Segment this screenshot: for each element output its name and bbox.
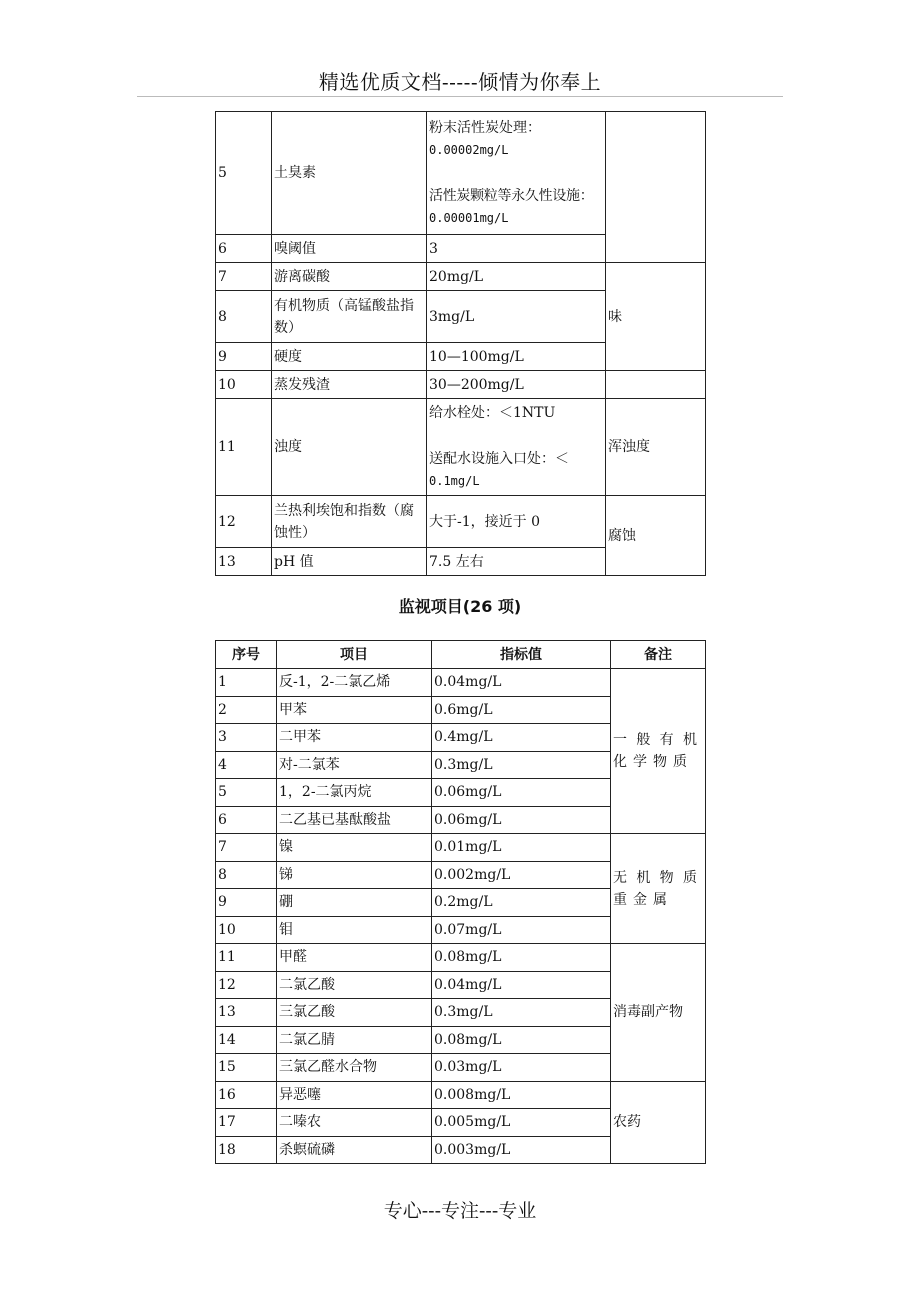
item-name: 二氯乙酸 bbox=[277, 971, 432, 999]
group-note: 无机物质重金属 bbox=[611, 834, 706, 944]
row-number: 13 bbox=[216, 999, 277, 1027]
item-name: 有机物质（高锰酸盐指数） bbox=[272, 291, 427, 343]
value-line: 0.00001mg/L bbox=[429, 211, 509, 225]
item-name: 镍 bbox=[277, 834, 432, 862]
item-name: 1，2-二氯丙烷 bbox=[277, 779, 432, 807]
table-header-row bbox=[216, 641, 706, 669]
item-name: 浊度 bbox=[272, 399, 427, 496]
item-name: 二嗪农 bbox=[277, 1109, 432, 1137]
item-value: 3 bbox=[427, 235, 606, 263]
row-number: 17 bbox=[216, 1109, 277, 1137]
row-number: 1 bbox=[216, 669, 277, 697]
note-cell: 腐蚀 bbox=[606, 496, 706, 576]
item-value: 30—200mg/L bbox=[427, 371, 606, 399]
row-number: 11 bbox=[216, 944, 277, 972]
item-value: 0.06mg/L bbox=[432, 779, 611, 807]
table-row bbox=[216, 496, 706, 548]
item-value: 0.008mg/L bbox=[432, 1081, 611, 1109]
row-number: 14 bbox=[216, 1026, 277, 1054]
item-name: 甲苯 bbox=[277, 696, 432, 724]
row-number: 8 bbox=[216, 861, 277, 889]
item-value: 0.6mg/L bbox=[432, 696, 611, 724]
row-number: 3 bbox=[216, 724, 277, 752]
value-line: 0.00002mg/L bbox=[429, 143, 509, 157]
item-value: 10—100mg/L bbox=[427, 343, 606, 371]
standards-table-continued bbox=[215, 111, 706, 576]
row-number: 6 bbox=[216, 806, 277, 834]
group-note: 一般有机化学物质 bbox=[611, 669, 706, 834]
table-row bbox=[216, 399, 706, 496]
item-name: pH 值 bbox=[272, 548, 427, 576]
line-gap bbox=[429, 424, 603, 448]
table-row bbox=[216, 1081, 706, 1109]
value-line: 活性炭颗粒等永久性设施： bbox=[429, 188, 594, 204]
item-value: 0.005mg/L bbox=[432, 1109, 611, 1137]
row-number: 2 bbox=[216, 696, 277, 724]
value-line: 0.1mg/L bbox=[429, 474, 480, 488]
column-header-value: 指标值 bbox=[432, 641, 611, 669]
row-number: 13 bbox=[216, 548, 272, 576]
row-number: 9 bbox=[216, 343, 272, 371]
row-number: 6 bbox=[216, 235, 272, 263]
row-number: 10 bbox=[216, 916, 277, 944]
item-name: 二氯乙腈 bbox=[277, 1026, 432, 1054]
item-value: 大于-1，接近于 0 bbox=[427, 496, 606, 548]
item-value bbox=[427, 399, 606, 496]
item-value: 0.2mg/L bbox=[432, 889, 611, 917]
item-name: 锑 bbox=[277, 861, 432, 889]
item-value: 3mg/L bbox=[427, 291, 606, 343]
column-header-item: 项目 bbox=[277, 641, 432, 669]
item-value: 20mg/L bbox=[427, 263, 606, 291]
value-line: 给水栓处：＜1NTU bbox=[429, 405, 556, 421]
item-value: 7.5 左右 bbox=[427, 548, 606, 576]
item-name: 甲醛 bbox=[277, 944, 432, 972]
value-line: 送配水设施入口处：＜ bbox=[429, 451, 569, 467]
row-number: 10 bbox=[216, 371, 272, 399]
row-number: 9 bbox=[216, 889, 277, 917]
item-name: 三氯乙醛水合物 bbox=[277, 1054, 432, 1082]
item-name: 兰热利埃饱和指数（腐蚀性） bbox=[272, 496, 427, 548]
row-number: 5 bbox=[216, 779, 277, 807]
item-value bbox=[427, 112, 606, 235]
item-value: 0.08mg/L bbox=[432, 1026, 611, 1054]
group-note: 消毒副产物 bbox=[611, 944, 706, 1082]
item-name: 对-二氯苯 bbox=[277, 751, 432, 779]
item-value: 0.003mg/L bbox=[432, 1136, 611, 1164]
row-number: 15 bbox=[216, 1054, 277, 1082]
row-number: 7 bbox=[216, 834, 277, 862]
item-value: 0.08mg/L bbox=[432, 944, 611, 972]
header-divider bbox=[137, 96, 783, 97]
column-header-number: 序号 bbox=[216, 641, 277, 669]
item-name: 三氯乙酸 bbox=[277, 999, 432, 1027]
row-number: 5 bbox=[216, 112, 272, 235]
row-number: 7 bbox=[216, 263, 272, 291]
table-row bbox=[216, 669, 706, 697]
item-name: 反-1，2-二氯乙烯 bbox=[277, 669, 432, 697]
row-number: 12 bbox=[216, 971, 277, 999]
row-number: 16 bbox=[216, 1081, 277, 1109]
item-value: 0.07mg/L bbox=[432, 916, 611, 944]
row-number: 11 bbox=[216, 399, 272, 496]
table-row bbox=[216, 263, 706, 291]
monitoring-items-table bbox=[215, 640, 706, 1164]
row-number: 18 bbox=[216, 1136, 277, 1164]
row-number: 4 bbox=[216, 751, 277, 779]
item-value: 0.3mg/L bbox=[432, 751, 611, 779]
item-name: 硬度 bbox=[272, 343, 427, 371]
column-header-note: 备注 bbox=[611, 641, 706, 669]
item-value: 0.04mg/L bbox=[432, 669, 611, 697]
item-name: 游离碳酸 bbox=[272, 263, 427, 291]
item-name: 异恶噻 bbox=[277, 1081, 432, 1109]
item-name: 二甲苯 bbox=[277, 724, 432, 752]
item-value: 0.01mg/L bbox=[432, 834, 611, 862]
page-header-title: 精选优质文档-----倾情为你奉上 bbox=[318, 70, 602, 94]
table-row bbox=[216, 371, 706, 399]
row-number: 8 bbox=[216, 291, 272, 343]
table-row bbox=[216, 112, 706, 235]
item-value: 0.4mg/L bbox=[432, 724, 611, 752]
row-number: 12 bbox=[216, 496, 272, 548]
item-value: 0.04mg/L bbox=[432, 971, 611, 999]
item-name: 钼 bbox=[277, 916, 432, 944]
note-cell-empty bbox=[606, 112, 706, 263]
item-name: 土臭素 bbox=[272, 112, 427, 235]
item-name: 硼 bbox=[277, 889, 432, 917]
item-name: 蒸发残渣 bbox=[272, 371, 427, 399]
item-value: 0.3mg/L bbox=[432, 999, 611, 1027]
note-cell: 浑浊度 bbox=[606, 399, 706, 496]
group-note: 农药 bbox=[611, 1081, 706, 1164]
table-row bbox=[216, 834, 706, 862]
item-value: 0.002mg/L bbox=[432, 861, 611, 889]
item-name: 二乙基已基酞酸盐 bbox=[277, 806, 432, 834]
table-row bbox=[216, 944, 706, 972]
item-name: 嗅阈值 bbox=[272, 235, 427, 263]
item-value: 0.06mg/L bbox=[432, 806, 611, 834]
item-value: 0.03mg/L bbox=[432, 1054, 611, 1082]
note-cell: 味 bbox=[606, 263, 706, 371]
item-name: 杀螟硫磷 bbox=[277, 1136, 432, 1164]
page-footer: 专心---专注---专业 bbox=[383, 1200, 537, 1222]
section-title: 监视项目(26 项) bbox=[398, 597, 522, 616]
note-cell-empty bbox=[606, 371, 706, 399]
line-gap bbox=[429, 161, 603, 185]
value-line: 粉末活性炭处理： bbox=[429, 120, 541, 136]
